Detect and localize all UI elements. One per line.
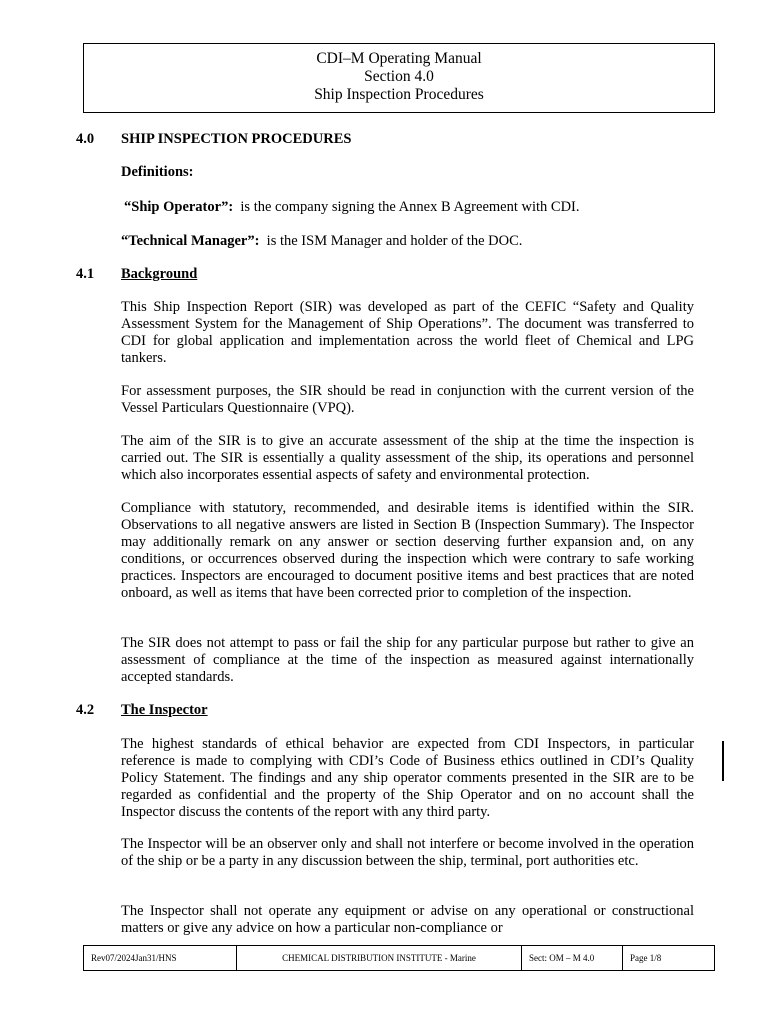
document-footer [83,945,715,971]
document-header [83,43,715,113]
section-number: Section 4.0 [364,68,434,85]
footer-page-number: Page 1/8 [630,953,662,963]
paragraph: The Inspector shall not operate any equipment or advise on any operational or constructional matters or give any advice on how a particular non-compliance or [121,903,694,936]
section-title: Ship Inspection Procedures [314,86,484,103]
footer-organization: CHEMICAL DISTRIBUTION INSTITUTE - Marine [237,946,522,970]
definition-text: is the company signing the Annex B Agreement with CDI. [240,199,580,215]
paragraph: The aim of the SIR is to give an accurate assessment of the ship at the time the inspection is carried out. The SIR is essentially a quality assessment of the ship, its operations and personnel which also incorporates essential aspects of safety and environmental protection. [121,433,694,483]
definition-text: is the ISM Manager and holder of the DOC. [266,233,523,249]
footer-revision: Rev07/2024Jan31/HNS [84,946,237,970]
paragraph: This Ship Inspection Report (SIR) was developed as part of the CEFIC “Safety and Quality Assessment System for the Management of Ship Operations”. The document was transferred to CDI for global application and implementation across the world fleet of Chemical and LPG tankers. [121,299,694,366]
heading-4-0 [76,131,351,148]
heading-title: SHIP INSPECTION PROCEDURES [121,131,352,147]
paragraph: Compliance with statutory, recommended, and desirable items is identified within the SIR. Observations to all negative answers are listed in Section B (Inspection Summary). The Inspector may additionally remark on any answer or section deserving further expansion and, on any conditions, or occurrences observed during the inspection which were contrary to safe working practices. Inspectors are encouraged to document positive items and best practices that are noted onboard, as well as items that have been corrected prior to completion of the inspection. [121,500,694,601]
definition-technical-manager [121,233,522,250]
heading-number: 4.2 [76,702,95,718]
definition-term: “Ship Operator”: [124,199,234,215]
heading-title: Background [121,266,198,282]
paragraph: The SIR does not attempt to pass or fail the ship for any particular purpose but rather to give an assessment of compliance at the time of the inspection as measured against internationally accepted standards. [121,635,694,685]
paragraph: The Inspector will be an observer only and shall not interfere or become involved in the operation of the ship or be a party in any discussion between the ship, terminal, port authorities etc. [121,836,694,869]
definition-term: “Technical Manager”: [121,233,260,249]
definition-ship-operator [124,199,580,216]
footer-section: Sect: OM – M 4.0 [522,946,623,970]
paragraph: The highest standards of ethical behavior are expected from CDI Inspectors, in particular reference is made to complying with CDI’s Code of Business ethics outlined in CDI’s Quality Policy Statement. The findings and any ship operator comments presented in the SIR are to be regarded as confidential and the property of the Ship Operator and on no account shall the Inspector discuss the contents of the report with any third party. [121,736,694,820]
heading-number: 4.1 [76,266,95,282]
manual-title: CDI–M Operating Manual [316,50,482,67]
heading-4-1 [76,266,197,283]
heading-number: 4.0 [76,131,95,147]
heading-4-2 [76,702,208,719]
revision-change-bar [722,741,724,781]
heading-title: The Inspector [121,702,208,718]
paragraph: For assessment purposes, the SIR should be read in conjunction with the current version of the Vessel Particulars Questionnaire (VPQ). [121,383,694,416]
definitions-title: Definitions: [121,164,194,180]
